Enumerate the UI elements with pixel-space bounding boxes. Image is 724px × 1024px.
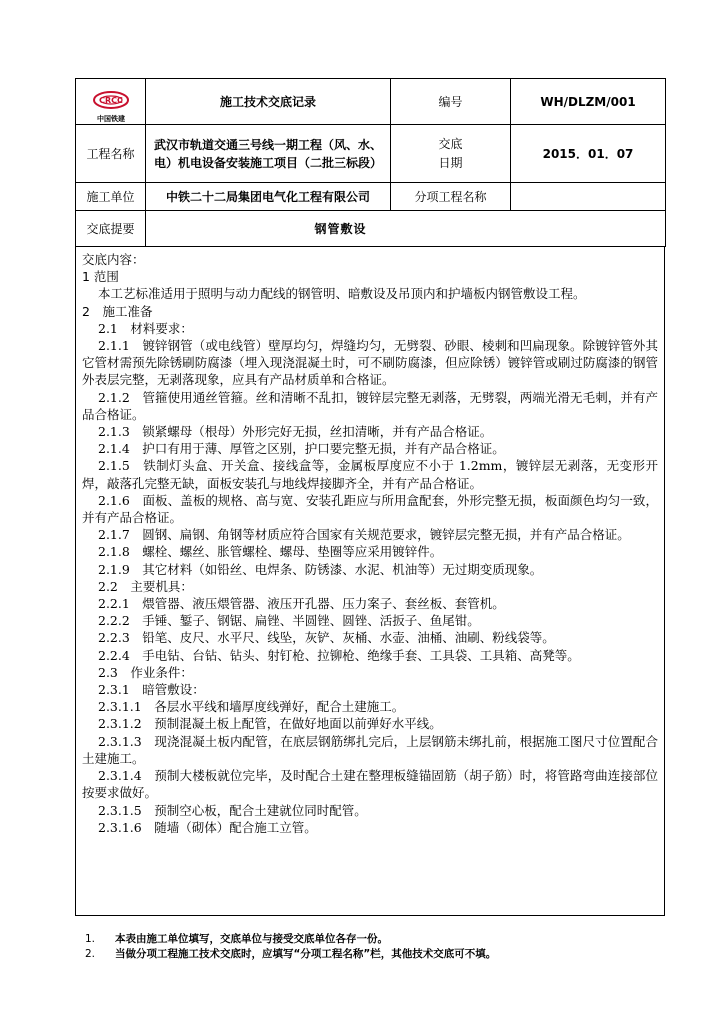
company-logo xyxy=(86,89,136,124)
content-paragraph: 2 施工准备 xyxy=(82,303,153,319)
unit-label: 施工单位 xyxy=(76,183,146,211)
content-paragraph: 2.1.7 圆钢、扁钢、角钢等材质应符合国家有关规范要求，镀锌层完整无损，并有产品合格证。 xyxy=(98,527,630,543)
header-table xyxy=(75,78,666,247)
content-paragraph: 2.2 主要机具： xyxy=(98,578,193,594)
content-paragraph: 2.3.1.1 各层水平线和墙厚度线弹好，配合土建施工。 xyxy=(98,699,405,715)
content-paragraph: 2.3.1 暗管敷设： xyxy=(98,682,205,698)
project-name-label: 工程名称 xyxy=(76,125,146,183)
number-label: 编号 xyxy=(391,79,511,125)
document-page xyxy=(75,78,665,916)
content-paragraph: 2.1.3 锁紧螺母（根母）外形完好无损，丝扣清晰，并有产品合格证。 xyxy=(98,424,493,440)
project-name-value: 武汉市轨道交通三号线一期工程（风、水、电）机电设备安装施工项目（二批三标段） xyxy=(146,125,391,183)
date-label-line1: 交底 xyxy=(438,136,463,151)
content-paragraph: 2.2.1 煨管器、液压煨管器、液压开孔器、压力案子、套丝板、套管机。 xyxy=(98,596,505,612)
content-paragraph: 2.1.5 铁制灯头盒、开关盒、接线盒等，金属板厚度应不小于 1.2mm，镀锌层无剥落，无变形开焊，敲落孔完整无缺，面板安装孔与地线焊接脚齐全，并有产品合格证。 xyxy=(82,458,658,491)
content-paragraph: 2.1.6 面板、盖板的规格、高与宽、安装孔距应与所用盒配套，外形完整无损，板面颜色均匀一致，并有产品合格证。 xyxy=(82,492,658,526)
content-paragraph: 2.1 材料要求： xyxy=(98,320,193,336)
summary-label: 交底提要 xyxy=(76,211,146,247)
content-paragraph: 2.3.1.6 随墙（砌体）配合施工立管。 xyxy=(98,819,317,835)
footer-note-number: 1. xyxy=(85,933,96,945)
sub-project-label: 分项工程名称 xyxy=(391,183,511,211)
content-paragraph: 本工艺标准适用于照明与动力配线的钢管明、暗敷设及吊顶内和护墙板内钢管敷设工程。 xyxy=(98,286,586,302)
footer-note xyxy=(85,947,496,962)
record-title: 施工技术交底记录 xyxy=(146,79,391,125)
footer-note xyxy=(85,932,496,947)
content-paragraph: 2.1.4 护口有用于薄、厚管之区别，护口要完整无损，并有产品合格证。 xyxy=(98,441,505,457)
content-paragraph: 2.3.1.4 预制大楼板就位完毕，及时配合土建在整理板缝锚固筋（胡子筋）时，将管路弯曲连接部位按要求做好。 xyxy=(82,768,658,801)
summary-title: 钢管敷设 xyxy=(146,211,666,247)
content-paragraph: 2.3.1.3 现浇混凝土板内配管，在底层钢筋绑扎完后，上层钢筋未绑扎前，根据施工图尺寸位置配合土建施工。 xyxy=(82,733,658,766)
content-paragraph: 2.1.1 镀锌钢管（或电线管）壁厚均匀，焊缝均匀，无劈裂、砂眼、棱刺和凹扁现象。除镀锌管外其它管材需预先除锈刷防腐漆（埋入现浇混凝土时，可不刷防腐漆，但应除锈）镀锌管或刷过防腐漆的钢管外表层完整，无剥落现象，应具有产品材质单和合格证。 xyxy=(82,338,658,388)
crcc-logo-icon xyxy=(91,89,131,111)
date-value: 2015．01．07 xyxy=(511,125,666,183)
content-paragraph: 2.3.1.5 预制空心板，配合土建就位同时配管。 xyxy=(98,802,367,818)
footer-note-text: 当做分项工程施工技术交底时，应填写“分项工程名称”栏，其他技术交底可不填。 xyxy=(115,948,497,960)
footer-note-text: 本表由施工单位填写，交底单位与接受交底单位各存一份。 xyxy=(115,933,388,945)
content-paragraph: 2.2.3 铅笔、皮尺、水平尺、线坠，灰铲、灰桶、水壶、油桶、油刷、粉线袋等。 xyxy=(98,630,555,646)
unit-value: 中铁二十二局集团电气化工程有限公司 xyxy=(146,183,391,211)
content-lines xyxy=(82,268,658,836)
date-label-line2: 日期 xyxy=(438,155,463,170)
footer-lines xyxy=(85,932,496,962)
footer-notes xyxy=(85,932,496,962)
svg-text:CRCC: CRCC xyxy=(99,96,123,105)
content-area xyxy=(75,247,665,916)
content-paragraph: 2.1.8 螺栓、螺丝、胀管螺栓、螺母、垫圈等应采用镀锌件。 xyxy=(98,544,443,560)
footer-note-number: 2. xyxy=(85,948,96,960)
content-paragraph: 2.2.4 手电钻、台钻、钻头、射钉枪、拉铆枪、绝缘手套、工具袋、工具箱、高凳等。 xyxy=(98,647,580,663)
content-paragraph: 2.2.2 手锤、錾子、钢锯、扁锉、半圆锉、圆锉、活扳子、鱼尾钳。 xyxy=(98,613,480,629)
content-paragraph: 1 范围 xyxy=(82,269,119,285)
logo-cell xyxy=(76,79,146,125)
content-paragraph: 2.1.2 管箍使用通丝管箍。丝和清晰不乱扣，镀锌层完整无剥落，无劈裂，两端光滑无毛刺，并有产品合格证。 xyxy=(82,389,658,422)
content-paragraph: 2.3 作业条件： xyxy=(98,664,193,680)
logo-text: 中国铁建 xyxy=(97,115,125,123)
sub-project-value xyxy=(511,183,666,211)
date-label xyxy=(391,125,511,183)
content-heading: 交底内容： xyxy=(82,252,145,267)
number-value: WH/DLZM/001 xyxy=(511,79,666,125)
content-paragraph: 2.1.9 其它材料（如铅丝、电焊条、防锈漆、水泥、机油等）无过期变质现象。 xyxy=(98,561,543,577)
content-paragraph: 2.3.1.2 预制混凝土板上配管，在做好地面以前弹好水平线。 xyxy=(98,716,442,732)
